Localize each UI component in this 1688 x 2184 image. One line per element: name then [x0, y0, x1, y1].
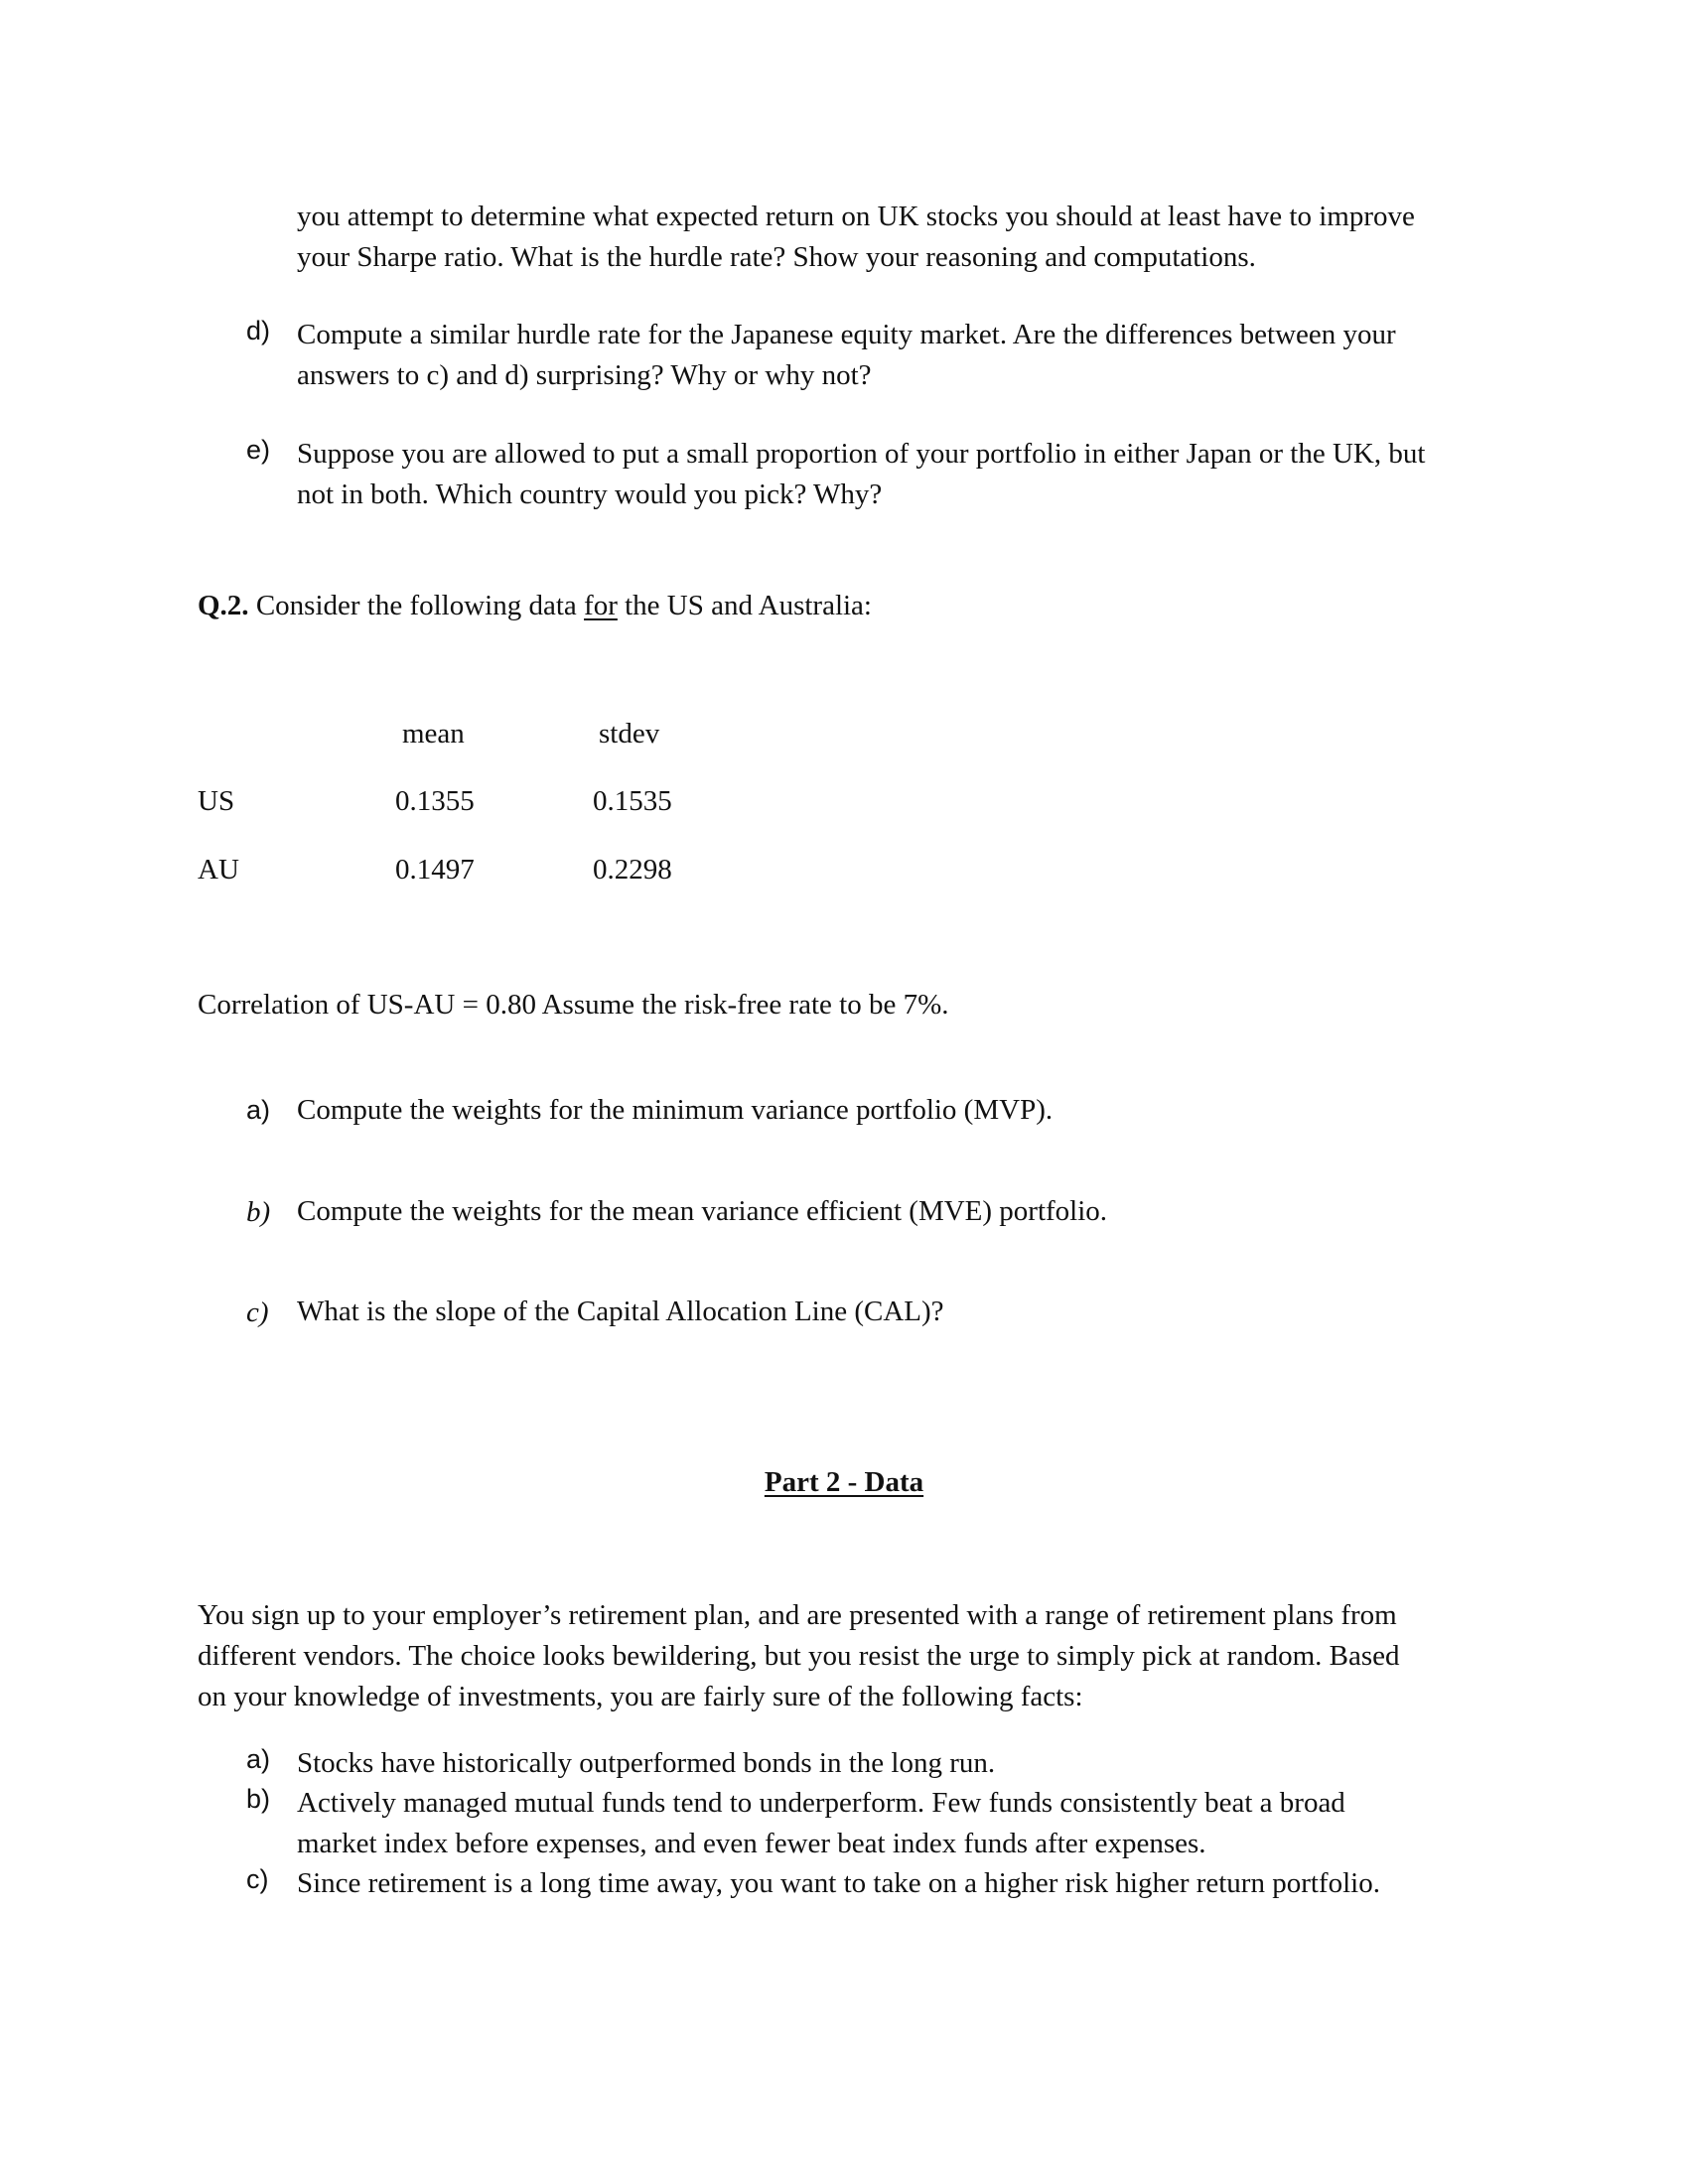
table-row-label-us: US — [198, 785, 235, 817]
text-line: market index before expenses, and even fewer beat index funds after expenses. — [297, 1828, 1206, 1859]
correlation-text: Correlation of US-AU = 0.80 Assume the risk-free rate to be 7%. — [198, 989, 949, 1021]
fact-a — [297, 1743, 995, 1784]
text-line: on your knowledge of investments, you are fairly sure of the following facts: — [198, 1681, 1083, 1712]
table-header-mean: mean — [402, 718, 465, 750]
q1-item-d — [297, 315, 1396, 396]
text-line: different vendors. The choice looks bewildering, but you resist the urge to simply pick at random. Based — [198, 1640, 1400, 1672]
fact-label-b: b) — [246, 1784, 271, 1814]
text-line: Since retirement is a long time away, you want to take on a higher risk higher return portfolio. — [297, 1867, 1380, 1899]
q1-item-e — [297, 434, 1425, 515]
text-line: Actively managed mutual funds tend to underperform. Few funds consistently beat a broad — [297, 1787, 1345, 1819]
item-label-d: d) — [246, 316, 271, 345]
text-line: answers to c) and d) surprising? Why or why not? — [297, 359, 872, 391]
table-row-label-au: AU — [198, 854, 239, 886]
table-cell-us-stdev: 0.1535 — [593, 785, 672, 817]
text-line: You sign up to your employer’s retirement plan, and are presented with a range of retirement plans from — [198, 1599, 1397, 1631]
q2-intro-text-end: the US and Australia: — [617, 590, 872, 621]
q2-intro — [198, 586, 872, 626]
q2-item-a: Compute the weights for the minimum variance portfolio (MVP). — [297, 1094, 1054, 1126]
table-header-stdev: stdev — [599, 718, 660, 750]
table-cell-us-mean: 0.1355 — [395, 785, 475, 817]
question-number: Q.2. — [198, 590, 249, 621]
q2-item-b: Compute the weights for the mean variance efficient (MVE) portfolio. — [297, 1195, 1108, 1227]
q2-intro-underlined: for — [584, 590, 618, 621]
item-label-e: e) — [246, 435, 271, 465]
part2-intro — [198, 1595, 1400, 1717]
text-line: Compute a similar hurdle rate for the Japanese equity market. Are the differences between your — [297, 319, 1396, 350]
text-line: Stocks have historically outperformed bonds in the long run. — [297, 1747, 996, 1779]
text-line: you attempt to determine what expected return on UK stocks you should at least have to improve — [297, 201, 1415, 232]
section-heading — [0, 1466, 1688, 1499]
fact-c — [297, 1863, 1380, 1904]
item-label-b: b) — [246, 1196, 271, 1228]
text-line: not in both. Which country would you pick? Why? — [297, 478, 883, 510]
fact-b — [297, 1783, 1345, 1864]
fact-label-a: a) — [246, 1744, 271, 1774]
item-label-a: a) — [246, 1095, 271, 1125]
fact-label-c: c) — [246, 1864, 269, 1894]
q2-intro-text: Consider the following data — [248, 590, 585, 621]
text-line: Suppose you are allowed to put a small proportion of your portfolio in either Japan or the UK, but — [297, 438, 1426, 470]
part2-heading: Part 2 - Data — [764, 1466, 924, 1498]
text-line: your Sharpe ratio. What is the hurdle rate? Show your reasoning and computations. — [297, 241, 1256, 273]
table-cell-au-stdev: 0.2298 — [593, 854, 672, 886]
table-cell-au-mean: 0.1497 — [395, 854, 475, 886]
q2-item-c: What is the slope of the Capital Allocation Line (CAL)? — [297, 1296, 944, 1327]
item-label-c: c) — [246, 1297, 269, 1328]
q1-continuation — [297, 197, 1415, 278]
